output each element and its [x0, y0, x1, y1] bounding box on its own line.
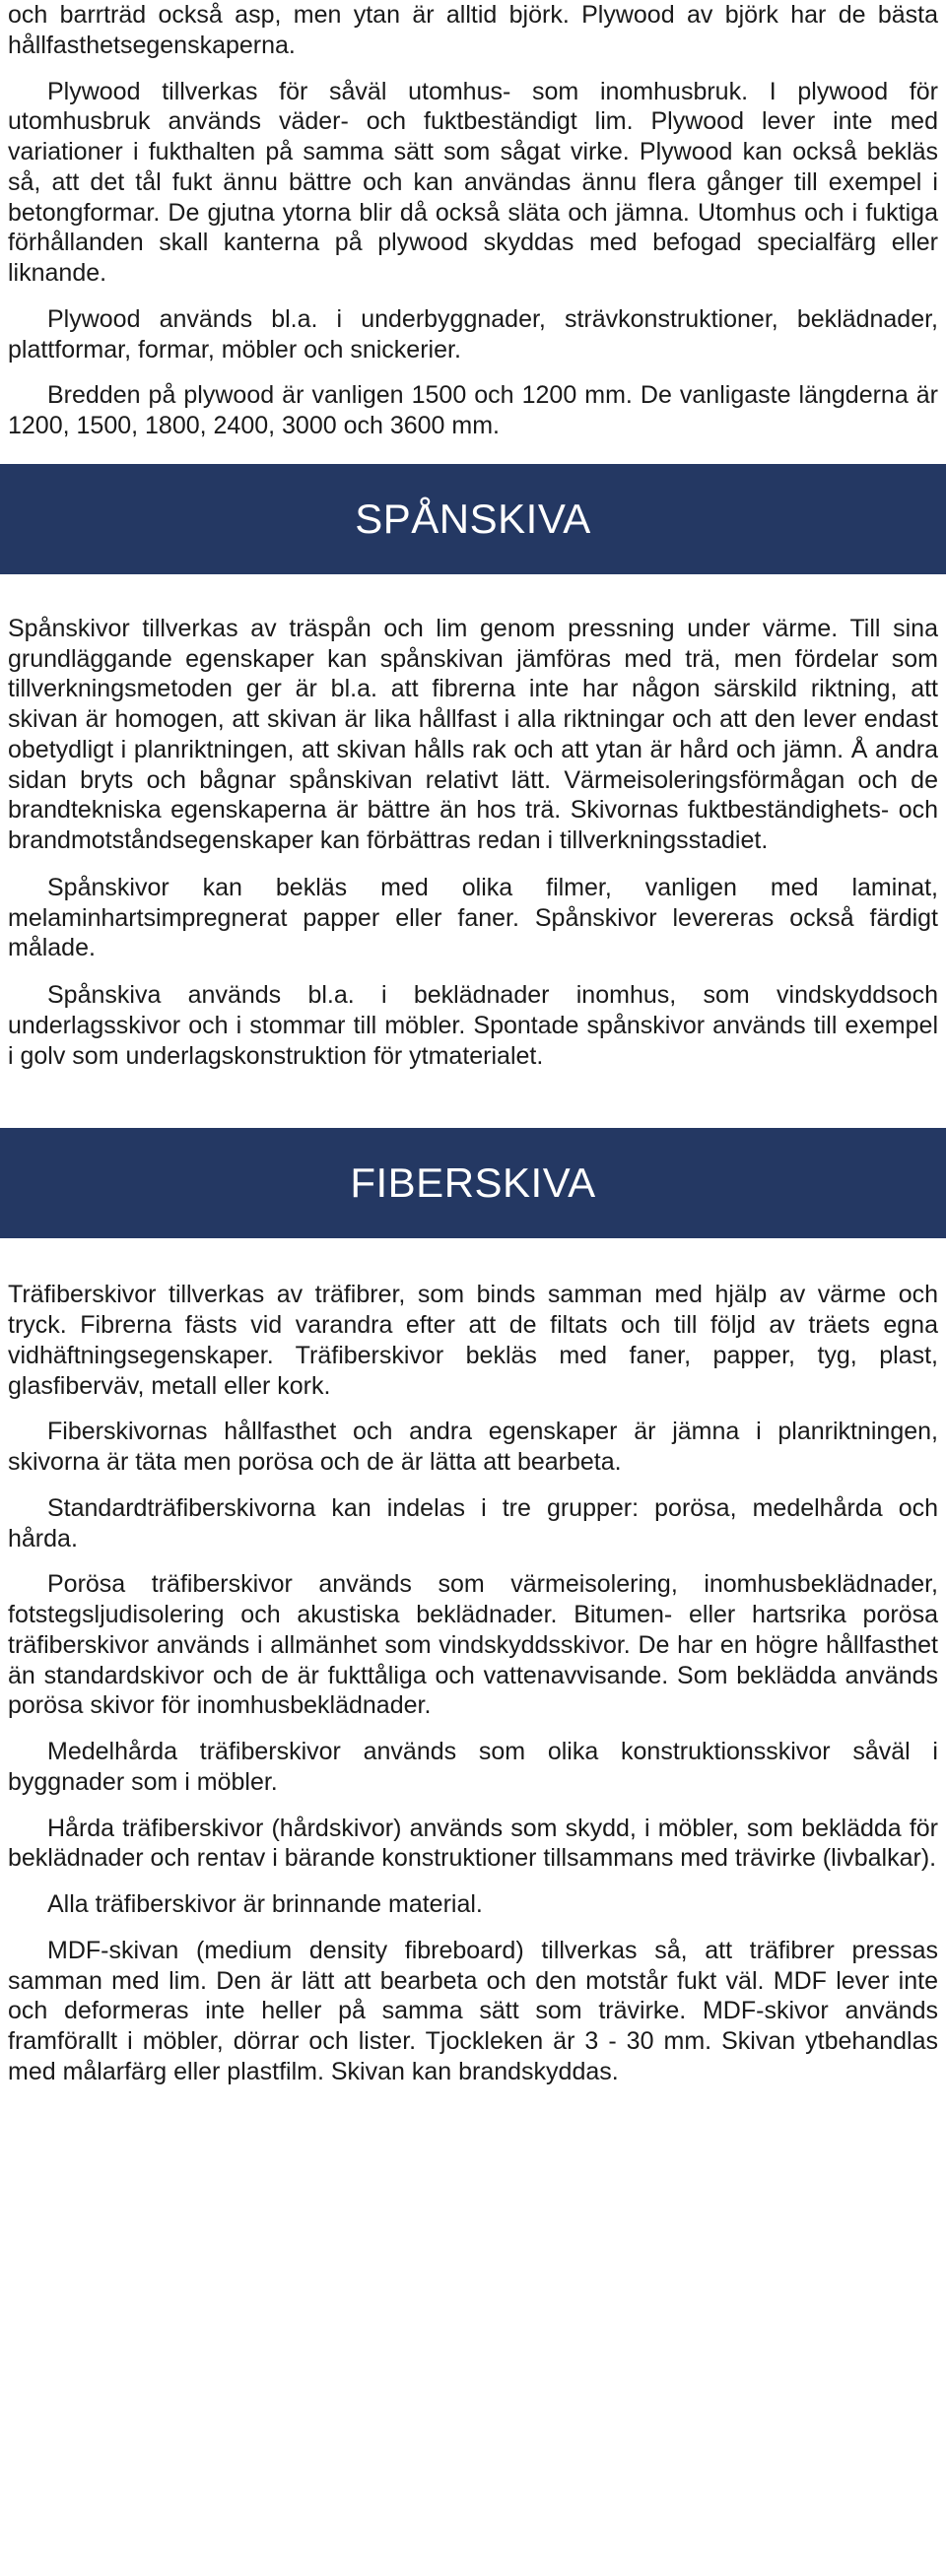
- plywood-paragraph-continued: och barrträd också asp, men ytan är alltid björk. Plywood av björk har de bästa hållfasthetsegenskaperna.: [8, 1, 938, 59]
- plywood-paragraph-usage: Plywood tillverkas för såväl utomhus- som inomhusbruk. I plywood för utomhusbruk används väder- och fuktbeständigt lim. Plywood lever inte med variationer i fukthalten på samma sätt som sågat virke. Plywood kan också bekläs så, att det tål fukt ännu bättre och kan användas ännu flera gånger till exempel i betongformar. De gjutna ytorna blir då också släta och jämna. Utomhus och i fuktiga förhållanden skall kanterna på plywood skyddas med befogad specialfärg eller liknande.: [8, 77, 938, 287]
- spanskiva-section: [8, 614, 938, 1072]
- fiberskiva-section: [8, 1280, 938, 2086]
- fiberskiva-paragraph-intro: Träfiberskivor tillverkas av träfibrer, som binds samman med hjälp av värme och tryck. Fibrerna fästs vid varandra efter att de filtats och till följd av träets egna vidhäftningsegenskaper. Träfiberskivor bekläs med faner, papper, tyg, plast, glasfiberväv, metall eller kork.: [8, 1281, 938, 1400]
- spanskiva-paragraph-coating: Spånskivor kan bekläs med olika filmer, vanligen med laminat, melaminhartsimpregnerat papper eller faner. Spånskivor levereras också färdigt målade.: [8, 873, 938, 962]
- fiberskiva-paragraph-properties: Fiberskivornas hållfasthet och andra egenskaper är jämna i planriktningen, skivorna är täta men porösa och de är lätta att bearbeta.: [8, 1418, 938, 1476]
- section-heading-spanskiva: SPÅNSKIVA: [0, 464, 946, 574]
- fiberskiva-paragraph-porous: Porösa träfiberskivor används som värmeisolering, inomhusbeklädnader, fotstegsljudisolering och akustiska beklädnader. Bitumen- eller hartsrika porösa träfiberskivor används i allmänhet som vindskyddsskivor. De har en högre hållfasthet än standardskivor och de är fukttåliga och vattenavvisande. Som beklädda används porösa skivor för inomhusbeklädnader.: [8, 1570, 938, 1720]
- section-heading-fiberskiva: FIBERSKIVA: [0, 1128, 946, 1238]
- spanskiva-paragraph-intro: Spånskivor tillverkas av träspån och lim genom pressning under värme. Till sina grundläggande egenskaper kan spånskivan jämföras med trä, men fördelar som tillverkningsmetoden ger är bl.a. att fibrerna inte har någon särskild riktning, att skivan är homogen, att skivan är lika hållfast i alla riktningar och att den lever endast obetydligt i planriktningen, att skivan hålls rak och att ytan är hård och jämn. Å andra sidan bryts och bågnar spånskivan relativt lätt. Värmeisoleringsförmågan och de brandtekniska egenskaperna är bättre än hos trä. Skivornas fuktbeständighets- och brandmotståndsegenskaper kan förbättras redan i tillverkningsstadiet.: [8, 614, 938, 854]
- fiberskiva-paragraph-groups: Standardträfiberskivorna kan indelas i tre grupper: porösa, medelhårda och hårda.: [8, 1493, 938, 1552]
- plywood-paragraph-dimensions: Bredden på plywood är vanligen 1500 och 1200 mm. De vanligaste längderna är 1200, 1500, 1800, 2400, 3000 och 3600 mm.: [8, 381, 938, 439]
- fiberskiva-paragraph-medium: Medelhårda träfiberskivor används som olika konstruktionsskivor såväl i byggnader som i möbler.: [8, 1738, 938, 1796]
- fiberskiva-paragraph-flammable: Alla träfiberskivor är brinnande material.: [47, 1890, 483, 1918]
- plywood-section: [8, 0, 938, 441]
- fiberskiva-paragraph-mdf: MDF-skivan (medium density fibreboard) tillverkas så, att träfibrer pressas samman med lim. Den är lätt att bearbeta och den motstår fukt väl. MDF lever inte och deformeras inte heller på samma sätt som trävirke. MDF-skivor används framförallt i möbler, dörrar och lister. Tjockleken är 3 - 30 mm. Skivan ytbehandlas med målarfärg eller plastfilm. Skivan kan brandskyddas.: [8, 1936, 938, 2085]
- spanskiva-paragraph-applications: Spånskiva används bl.a. i beklädnader inomhus, som vindskyddsoch underlagsskivor och i stommar till möbler. Spontade spånskivor används till exempel i golv som underlagskonstruktion för ytmaterialet.: [8, 981, 938, 1070]
- plywood-paragraph-applications: Plywood används bl.a. i underbyggnader, strävkonstruktioner, beklädnader, plattformar, formar, möbler och snickerier.: [8, 304, 938, 363]
- fiberskiva-paragraph-hard: Hårda träfiberskivor (hårdskivor) används som skydd, i möbler, som beklädda för beklädnader och rentav i bärande konstruktioner tillsammans med trävirke (livbalkar).: [8, 1814, 938, 1873]
